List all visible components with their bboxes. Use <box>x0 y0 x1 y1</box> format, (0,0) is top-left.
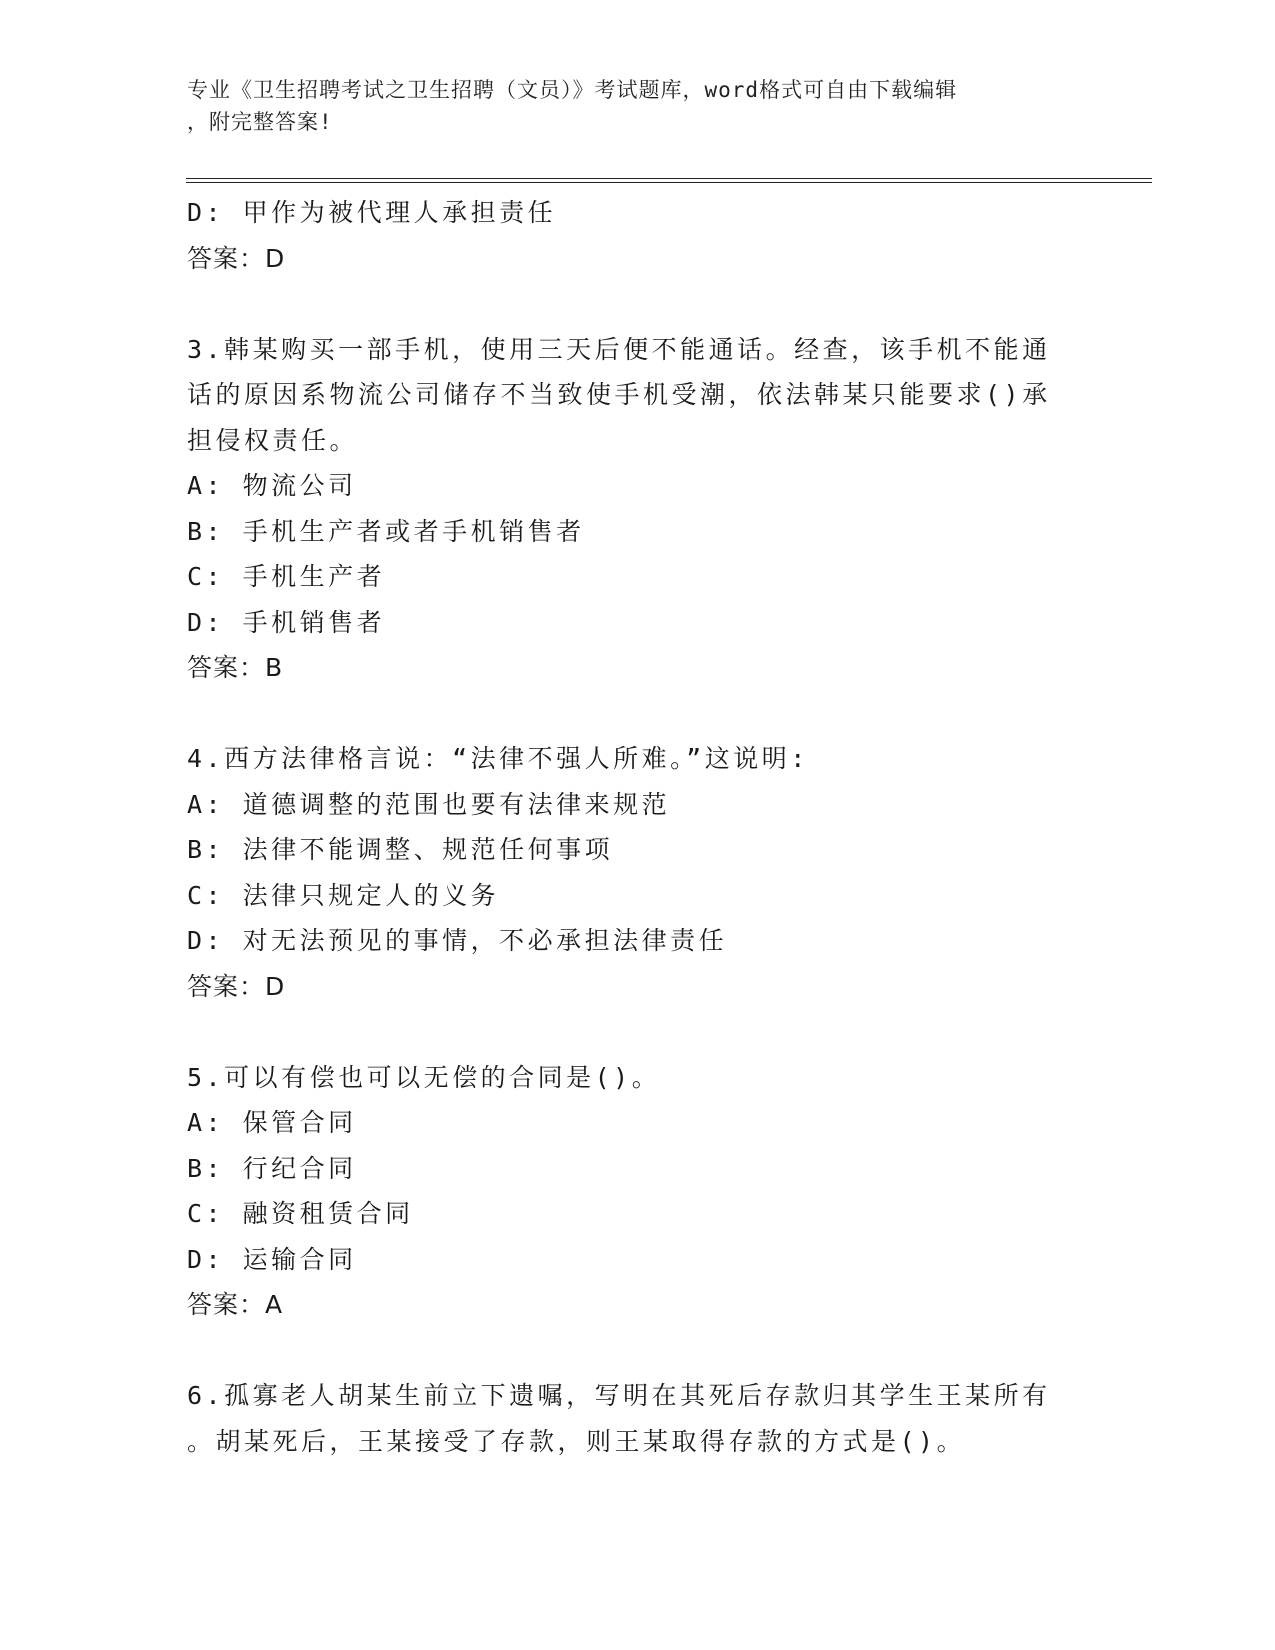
question-stem-line: 5.可以有偿也可以无偿的合同是()。 <box>187 1062 661 1092</box>
question-stem-line: 6.孤寡老人胡某生前立下遗嘱，写明在其死后存款归其学生王某所有 <box>187 1381 1051 1410</box>
option-c: C: 手机生产者 <box>187 562 386 591</box>
option-d: D: 对无法预见的事情，不必承担法律责任 <box>187 926 728 955</box>
option-a: A: 物流公司 <box>187 471 357 500</box>
question-stem-line: 担侵权责任。 <box>187 425 359 455</box>
header-line-1: 专业《卫生招聘考试之卫生招聘（文员）》考试题库，word格式可自由下载编辑 <box>187 78 958 102</box>
answer-line: 答案：A <box>187 1290 284 1319</box>
question-2-tail <box>187 190 1087 281</box>
header-divider-bottom <box>186 182 1152 183</box>
header-divider-top <box>186 178 1152 179</box>
option-b: B: 法律不能调整、规范任何事项 <box>187 835 614 864</box>
option-c: C: 法律只规定人的义务 <box>187 880 500 910</box>
spacer <box>187 1009 1087 1055</box>
question-4 <box>187 736 1087 1009</box>
question-stem-line: 。胡某死后，王某接受了存款，则王某取得存款的方式是()。 <box>187 1426 966 1456</box>
spacer <box>187 281 1087 327</box>
page-header <box>187 74 1067 138</box>
question-6 <box>187 1373 1087 1464</box>
answer-line: 答案：B <box>187 653 284 682</box>
option-b: B: 手机生产者或者手机销售者 <box>187 516 585 546</box>
option-d: D: 手机销售者 <box>187 607 386 637</box>
option-d: D: 甲作为被代理人承担责任 <box>187 198 557 227</box>
question-stem-line: 3.韩某购买一部手机，使用三天后便不能通话。经查，该手机不能通 <box>187 334 1051 364</box>
question-5 <box>187 1055 1087 1328</box>
question-stem-line: 4.西方法律格言说：“法律不强人所难。”这说明: <box>187 744 809 773</box>
answer-line: 答案：D <box>187 971 286 1001</box>
spacer <box>187 691 1087 737</box>
spacer <box>187 1328 1087 1374</box>
header-line-2: ，附完整答案! <box>187 110 333 134</box>
option-a: A: 道德调整的范围也要有法律来规范 <box>187 789 671 819</box>
option-a: A: 保管合同 <box>187 1108 357 1137</box>
question-3 <box>187 327 1087 691</box>
option-b: B: 行纪合同 <box>187 1153 357 1183</box>
answer-line: 答案：D <box>187 243 286 273</box>
question-stem-line: 话的原因系物流公司储存不当致使手机受潮，依法韩某只能要求()承 <box>187 380 1051 409</box>
question-content <box>187 190 1087 1464</box>
option-c: C: 融资租赁合同 <box>187 1199 414 1228</box>
option-d: D: 运输合同 <box>187 1244 357 1274</box>
